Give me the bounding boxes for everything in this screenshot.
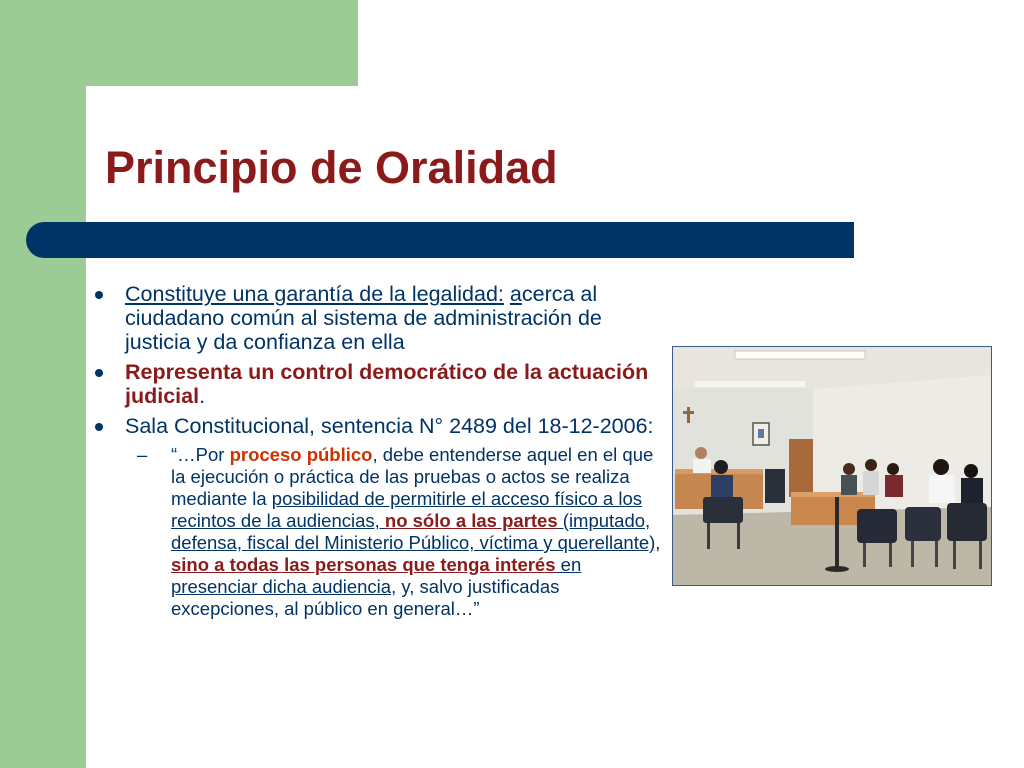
bullet-1-underlined: Constituye una garantía de la legalidad: (125, 282, 504, 306)
bullet-1-text: cerca al ciudadano común al sistema de administración de justicia y da confianza en ella (125, 282, 602, 354)
quote-part-9: , y, salvo justificadas excepciones, al público en general…” (171, 576, 560, 619)
quote-underlined-2: (imputado, defensa, fiscal del Ministerio Público, víctima y querellante), (171, 510, 661, 553)
quote-underlined-3: en presenciar dicha audiencia (171, 554, 582, 597)
slide-title: Principio de Oralidad (105, 142, 558, 193)
sub-bullet-dash: – (137, 444, 148, 465)
bullet-dot (95, 291, 103, 299)
title-underline-bar (26, 222, 854, 258)
bullet-2-tail: . (199, 384, 206, 408)
green-decor-left (0, 0, 86, 768)
bullet-2 (95, 360, 661, 408)
bullet-3 (95, 414, 661, 438)
slide-content (95, 282, 661, 620)
bullet-1 (95, 282, 661, 354)
quote-part-3: , debe entenderse aquel en el que la ejecución o práctica de las pruebas o actos se realiza mediante la (171, 444, 654, 509)
courtroom-photo (672, 346, 992, 586)
quote-underlined-bold-2: sino a todas las personas que tenga interés (171, 554, 556, 575)
bullet-1-underlined-a: a (509, 282, 522, 306)
quote-underlined-bold-1: no sólo a las partes (384, 510, 558, 531)
green-decor-top (86, 0, 358, 86)
quote-underlined-1: posibilidad de permitirle el acceso físico a los recintos de la audiencias, (171, 488, 642, 531)
quote-highlight: proceso público (229, 444, 373, 465)
bullet-dot (95, 369, 103, 377)
quote-part-1: “…Por (171, 444, 230, 465)
bullet-dot (95, 423, 103, 431)
bullet-2-bold: Representa un control democrático de la actuación judicial (125, 360, 649, 408)
bullet-3-text: Sala Constitucional, sentencia N° 2489 del 18-12-2006: (125, 414, 654, 438)
sub-bullet-quote (95, 444, 661, 620)
